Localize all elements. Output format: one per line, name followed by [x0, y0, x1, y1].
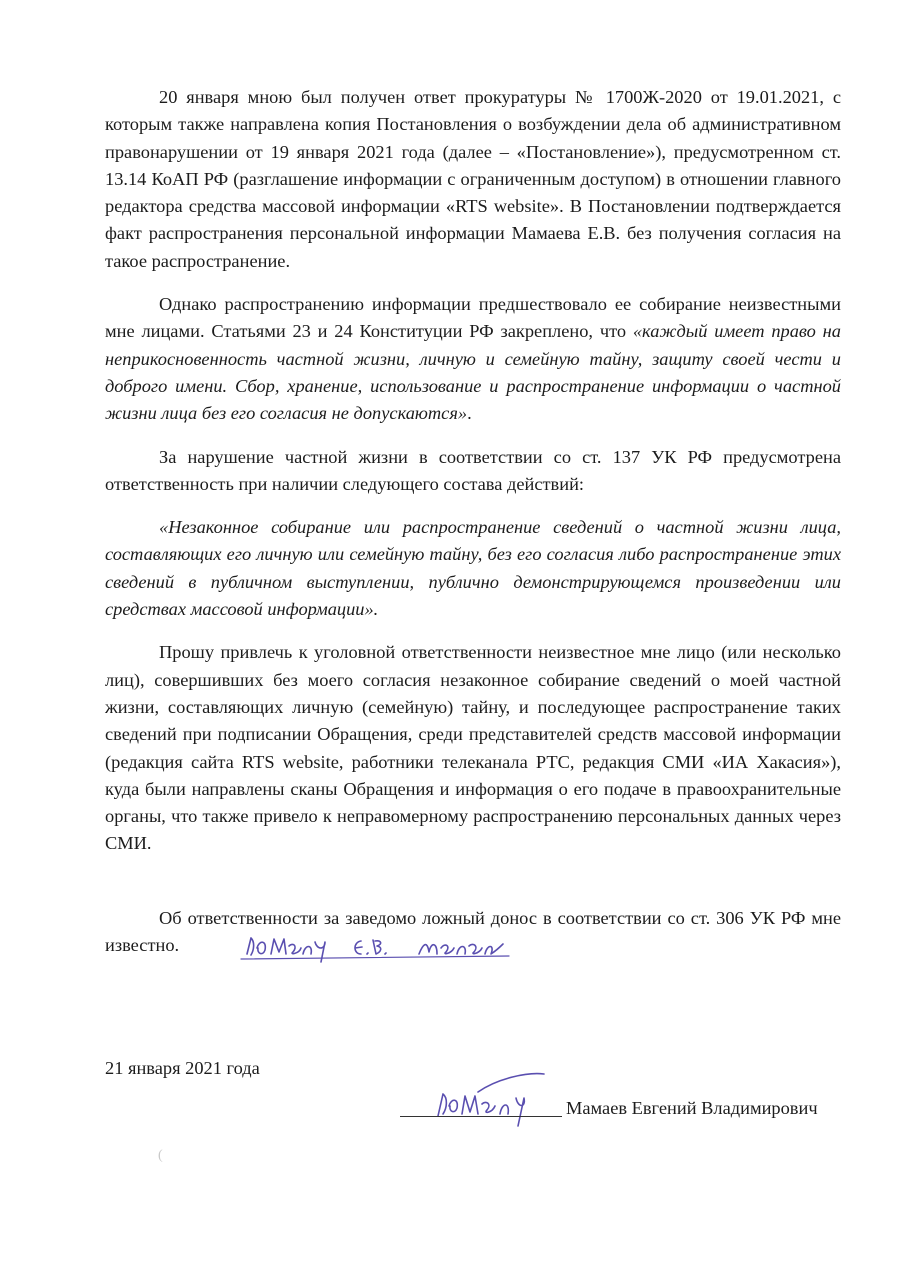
paragraph-constitution-start: Однако распространению информации предшествовало ее собирание неизвестными мне лицами. Статьями 23 и 24 Конституции РФ закреплено, что [105, 294, 841, 342]
paragraph-criminal-code: За нарушение частной жизни в соответствии со ст. 137 УК РФ предусмотрена ответственность при наличии следующего состава действий: [105, 446, 841, 494]
criminal-code-quote: «Незаконное собирание или распространение сведений о частной жизни лица, составляющих его личную или семейную тайну, без его согласия либо распространение этих сведений в публичном выступлении, публично демонстрирующемся произведении или средствах массовой информации». [105, 517, 841, 620]
paragraph-false-report-warning [105, 905, 841, 960]
paragraph-constitution [105, 291, 841, 427]
paragraph-request: Прошу привлечь к уголовной ответственности неизвестное мне лицо (или несколько лиц), совершивших без моего согласия незаконное собирание сведений о моей частной жизни, составляющих личную (семейную) тайну, и последующее распространение таких сведений при подписании Обращения, среди представителей средств массовой информации (редакция сайта RTS website, работники телеканала РТС, редакция СМИ «ИА Хакасия»), куда были направлены сканы Обращения и информация о его подаче в правоохранительные органы, что также привело к неправомерному распространению персональных данных через СМИ. [105, 642, 841, 854]
handwritten-acknowledgement [187, 932, 457, 959]
warning-text: Об ответственности за заведомо ложный донос в соответствии со ст. 306 УК РФ мне известно. [105, 907, 841, 956]
constitution-quote: «каждый имеет право на неприкосновенность частной жизни, личную и семейную тайну, защиту своей чести и доброго имени. Сбор, хранение, использование и распространение информации о частной жизни лица без его согласия не допускаются» [105, 321, 841, 424]
signature-drawing [418, 1068, 578, 1138]
signatory-name: Мамаев Евгений Владимирович [566, 1098, 818, 1118]
letter-date: 21 января 2021 года [105, 1058, 260, 1078]
handwritten-acknowledgement-drawing [241, 932, 511, 966]
paragraph-constitution-end: . [467, 403, 472, 424]
letter-body [105, 84, 841, 959]
signature-block [400, 1068, 850, 1128]
signature-line [400, 1116, 562, 1117]
scan-artifact: ( [158, 1148, 163, 1163]
paragraph-prosecutor-response: 20 января мною был получен ответ прокуратуры № 1700Ж-2020 от 19.01.2021, с которым также направлена копия Постановления о возбуждении дела об административном правонарушении от 19 января 2021 года (далее – «Постановление»), предусмотренном ст. 13.14 КоАП РФ (разглашение информации с ограниченным доступом) в отношении главного редактора средства массовой информации «RTS website». В Постановлении подтверждается факт распространения персональной информации Мамаева Е.В. без получения согласия на такое распространение. [105, 87, 841, 271]
